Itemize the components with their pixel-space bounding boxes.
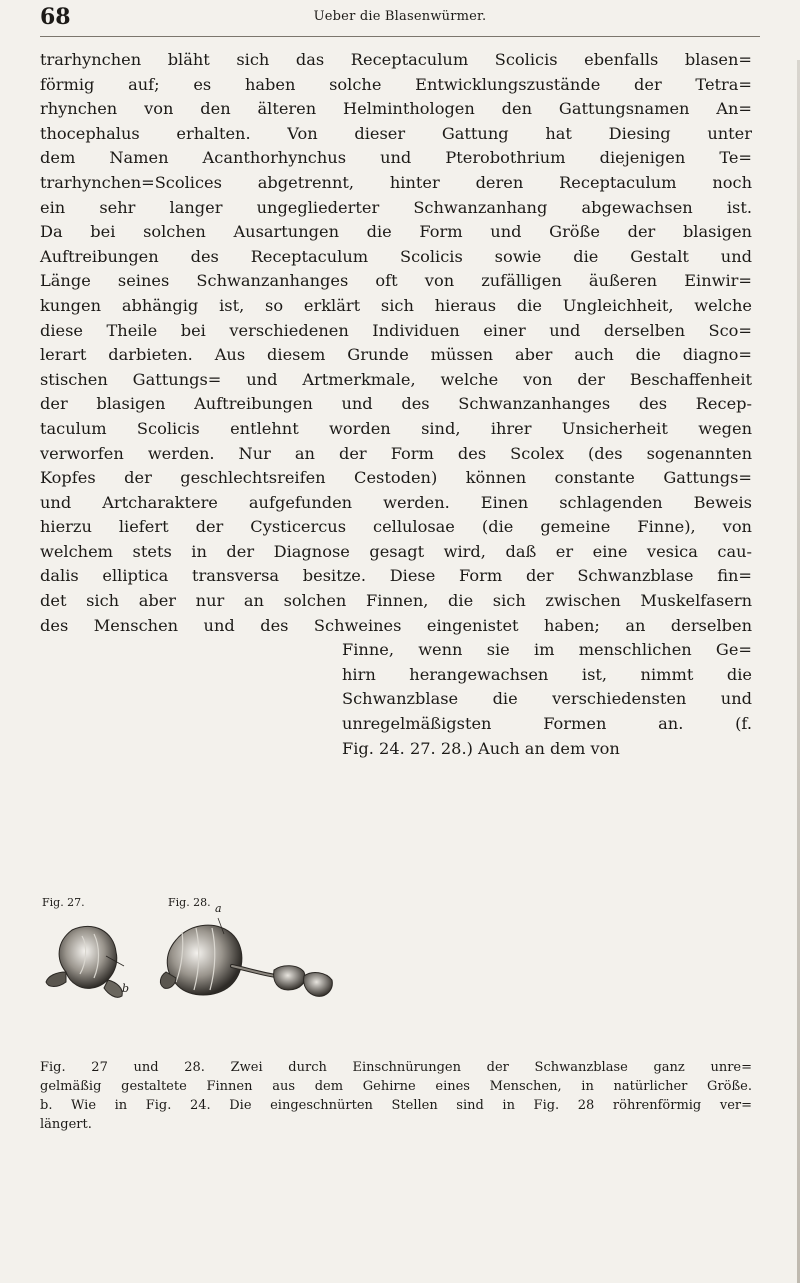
text-line: dalis elliptica transversa besitze. Diese Form der Schwanzblase fin= <box>40 566 752 586</box>
text-line: det sich aber nur an solchen Finnen, die sich zwischen Muskelfasern <box>40 591 752 611</box>
text-line: trarhynchen bläht sich das Receptaculum Scolicis ebenfalls blasen= <box>40 50 752 69</box>
page-number: 68 <box>40 4 71 30</box>
caption-line: längert. <box>40 1117 92 1132</box>
text-line: förmig auf; es haben solche Entwicklungszustände der Tetra= <box>40 74 752 94</box>
caption-line: b. Wie in Fig. 24. Die eingeschnürten Stellen sind in Fig. 28 röhrenförmig ver= <box>40 1098 752 1113</box>
text-line: ein sehr langer ungegliederter Schwanzanhang abgewachsen ist. <box>40 197 752 217</box>
text-line: unregelmäßigsten Formen an. (f. <box>342 714 752 734</box>
text-line: taculum Scolicis entlehnt worden sind, ihrer Unsicherheit wegen <box>40 418 752 438</box>
text-line: hirn herangewachsen ist, nimmt die <box>342 664 752 684</box>
text-line: thocephalus erhalten. Von dieser Gattung hat Diesing unter <box>40 123 752 143</box>
text-line: Da bei solchen Ausartungen die Form und Größe der blasigen <box>40 222 752 242</box>
figures-27-28 <box>42 896 342 1026</box>
text-line: Auftreibungen des Receptaculum Scolicis sowie die Gestalt und <box>40 246 752 266</box>
fig-27-mark: b <box>122 982 130 995</box>
fig-28-illustration <box>146 910 342 1020</box>
text-line: lerart darbieten. Aus diesem Grunde müssen aber auch die diagno= <box>40 345 752 365</box>
text-line: Finne, wenn sie im menschlichen Ge= <box>342 640 752 660</box>
page-header <box>40 0 760 40</box>
text-line: dem Namen Acanthorhynchus und Pterobothrium diejenigen Te= <box>40 148 752 168</box>
text-line: rhynchen von den älteren Helminthologen den Gattungsnamen An= <box>40 99 752 119</box>
text-line: welchem stets in der Diagnose gesagt wird, daß er eine vesica cau- <box>40 541 752 561</box>
header-rule <box>40 36 760 37</box>
fig-27-illustration <box>42 916 142 1016</box>
text-line: und Artcharaktere aufgefunden werden. Einen schlagenden Beweis <box>40 492 752 512</box>
text-line: Länge seines Schwanzanhanges oft von zufälligen äußeren Einwir= <box>40 271 752 291</box>
fig-27-label: Fig. 27. <box>42 896 85 909</box>
fig-28-mark: a <box>215 902 222 915</box>
text-line: Fig. 24. 27. 28.) Auch an dem von <box>342 738 620 758</box>
caption-line: Fig. 27 und 28. Zwei durch Einschnürungen der Schwanzblase ganz unre= <box>40 1060 752 1075</box>
running-head: Ueber die Blasenwürmer. <box>313 9 487 24</box>
text-line: trarhynchen=Scolices abgetrennt, hinter deren Receptaculum noch <box>40 172 752 192</box>
text-line: des Menschen und des Schweines eingenistet haben; an derselben <box>40 615 752 635</box>
body-text <box>40 48 752 761</box>
figure-caption <box>40 1058 752 1134</box>
text-line: verworfen werden. Nur an der Form des Scolex (des sogenannten <box>40 443 752 463</box>
text-line: diese Theile bei verschiedenen Individuen einer und derselben Sco= <box>40 320 752 340</box>
text-line: Schwanzblase die verschiedensten und <box>342 689 752 709</box>
caption-line: gelmäßig gestaltete Finnen aus dem Gehirne eines Menschen, in natürlicher Größe. <box>40 1079 752 1094</box>
text-line: hierzu liefert der Cysticercus cellulosae (die gemeine Finne), von <box>40 517 752 537</box>
text-line: Kopfes der geschlechtsreifen Cestoden) können constante Gattungs= <box>40 468 752 488</box>
fig-28-label: Fig. 28. <box>168 896 211 909</box>
text-line: kungen abhängig ist, so erklärt sich hieraus die Ungleichheit, welche <box>40 295 752 315</box>
text-line: stischen Gattungs= und Artmerkmale, welche von der Beschaffenheit <box>40 369 752 389</box>
text-line: der blasigen Auftreibungen und des Schwanzanhanges des Recep- <box>40 394 752 414</box>
